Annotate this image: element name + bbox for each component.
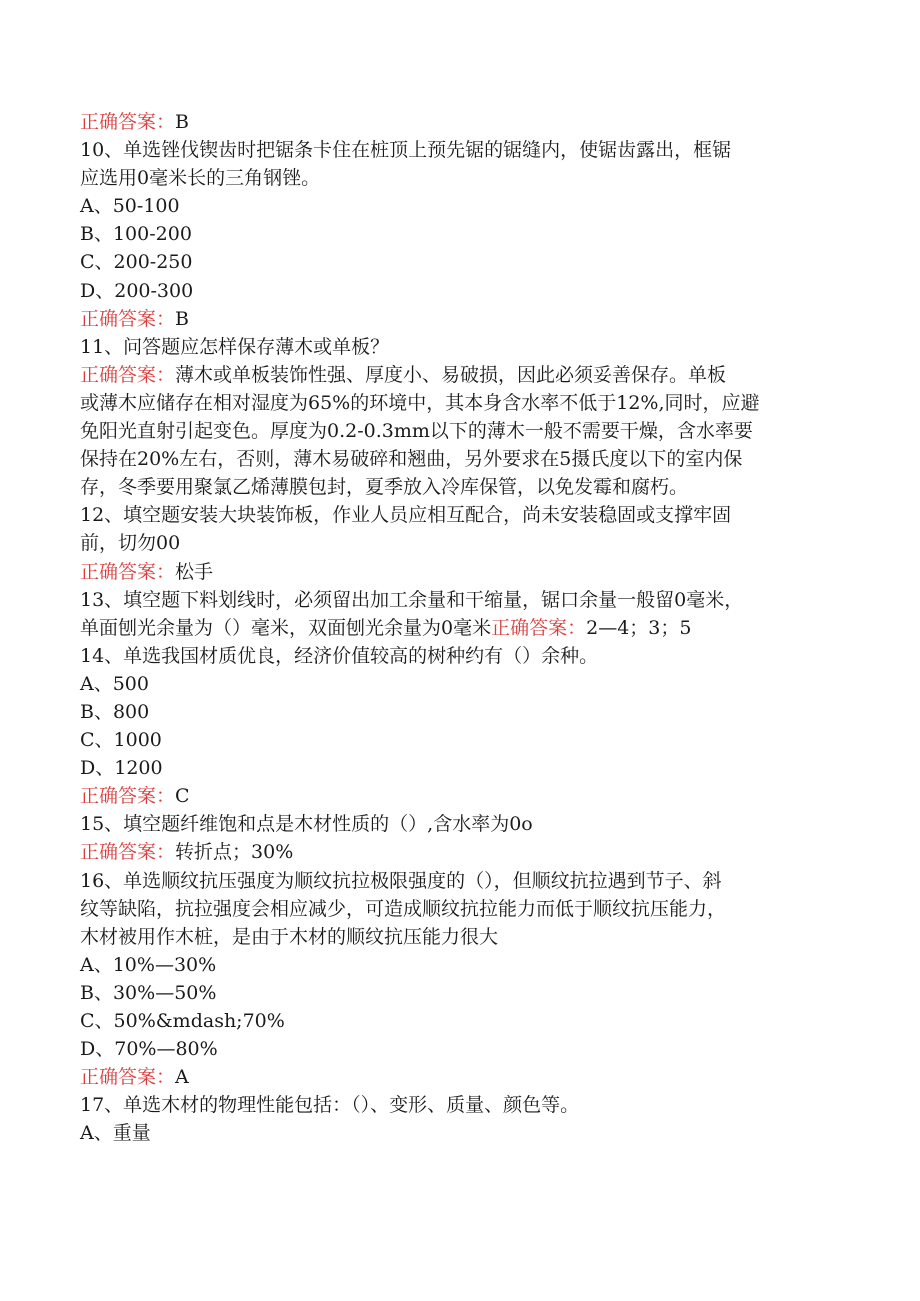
document-page bbox=[80, 108, 840, 1147]
answer-text: 免阳光直射引起变色。厚度为0.2-0.3mm以下的薄木一般不需要干燥，含水率要 bbox=[80, 420, 753, 443]
question-13: 13、填空题下料划线时，必须留出加工余量和干缩量，锯口余量一般留0毫米， bbox=[80, 588, 744, 611]
question-10: 10、单选锉伐锲齿时把锯条卡住在桩顶上预先锯的锯缝内，使锯齿露出，框锯 bbox=[80, 139, 732, 162]
question-12-cont: 前，切勿00 bbox=[80, 532, 181, 555]
option-d: D、200-300 bbox=[80, 279, 194, 302]
answer-label: 正确答案： bbox=[80, 363, 176, 386]
question-13-cont bbox=[80, 614, 840, 642]
answer-line bbox=[80, 1063, 840, 1091]
question-10-cont: 应选用0毫米长的三角钢锉。 bbox=[80, 167, 321, 190]
answer-label: 正确答案： bbox=[491, 616, 587, 639]
answer-line bbox=[80, 558, 840, 586]
answer-text: 存，冬季要用聚氯乙烯薄膜包封，夏季放入冷库保管，以免发霉和腐朽。 bbox=[80, 476, 689, 499]
question-11: 11、问答题应怎样保存薄木或单板？ bbox=[80, 335, 390, 358]
option-b: B、30%—50% bbox=[80, 981, 217, 1004]
answer-label: 正确答案： bbox=[80, 307, 176, 330]
option-d: D、1200 bbox=[80, 757, 163, 780]
answer-line bbox=[80, 838, 840, 866]
option-a: A、重量 bbox=[80, 1122, 151, 1145]
answer-value: C bbox=[175, 785, 190, 808]
answer-label: 正确答案： bbox=[80, 111, 176, 133]
option-b: B、800 bbox=[80, 700, 150, 723]
answer-line bbox=[80, 361, 840, 389]
option-a: A、50-100 bbox=[80, 195, 180, 218]
answer-value: A bbox=[175, 1066, 189, 1089]
option-a: A、10%—30% bbox=[80, 953, 217, 976]
answer-line bbox=[80, 305, 840, 333]
answer-value: 转折点；30% bbox=[175, 841, 294, 864]
option-c: C、50%&mdash;70% bbox=[80, 1010, 285, 1032]
answer-value: 薄木或单板装饰性强、厚度小、易破损，因此必须妥善保存。单板 bbox=[175, 363, 727, 386]
answer-value: B bbox=[175, 111, 189, 133]
answer-label: 正确答案： bbox=[80, 785, 176, 808]
answer-value: 2—4；3；5 bbox=[586, 616, 692, 639]
question-16-cont: 纹等缺陷，抗拉强度会相应减少，可造成顺纹抗拉能力而低于顺纹抗压能力， bbox=[80, 897, 727, 920]
answer-text: 或薄木应储存在相对湿度为65%的环境中，其本身含水率不低于12%,同时，应避 bbox=[80, 391, 760, 414]
option-a: A、500 bbox=[80, 672, 149, 695]
question-12: 12、填空题安装大块装饰板，作业人员应相互配合，尚未安装稳固或支撑牢固 bbox=[80, 504, 732, 527]
answer-label: 正确答案： bbox=[80, 1066, 176, 1089]
answer-value: 松手 bbox=[175, 560, 214, 583]
question-13-text: 单面刨光余量为（）毫米，双面刨光余量为0毫米 bbox=[80, 616, 492, 639]
question-16: 16、单选顺纹抗压强度为顺纹抗拉极限强度的（），但顺纹抗拉遇到节子、斜 bbox=[80, 869, 722, 892]
question-15: 15、填空题纤维饱和点是木材性质的（）,含水率为0o bbox=[80, 813, 533, 836]
answer-value: B bbox=[175, 307, 189, 330]
answer-line bbox=[80, 782, 840, 810]
option-c: C、1000 bbox=[80, 729, 162, 752]
answer-label: 正确答案： bbox=[80, 560, 176, 583]
answer-label: 正确答案： bbox=[80, 841, 176, 864]
option-c: C、200-250 bbox=[80, 251, 193, 274]
question-16-cont: 木材被用作木桩，是由于木材的顺纹抗压能力很大 bbox=[80, 925, 499, 948]
question-14: 14、单选我国材质优良，经济价值较高的树种约有（）余种。 bbox=[80, 644, 599, 667]
option-b: B、100-200 bbox=[80, 223, 192, 246]
option-d: D、70%—80% bbox=[80, 1038, 218, 1061]
answer-line bbox=[80, 108, 840, 136]
question-17: 17、单选木材的物理性能包括：（）、变形、质量、颜色等。 bbox=[80, 1094, 580, 1117]
answer-text: 保持在20%左右，否则，薄木易破碎和翘曲，另外要求在5摄氏度以下的室内保 bbox=[80, 448, 743, 471]
